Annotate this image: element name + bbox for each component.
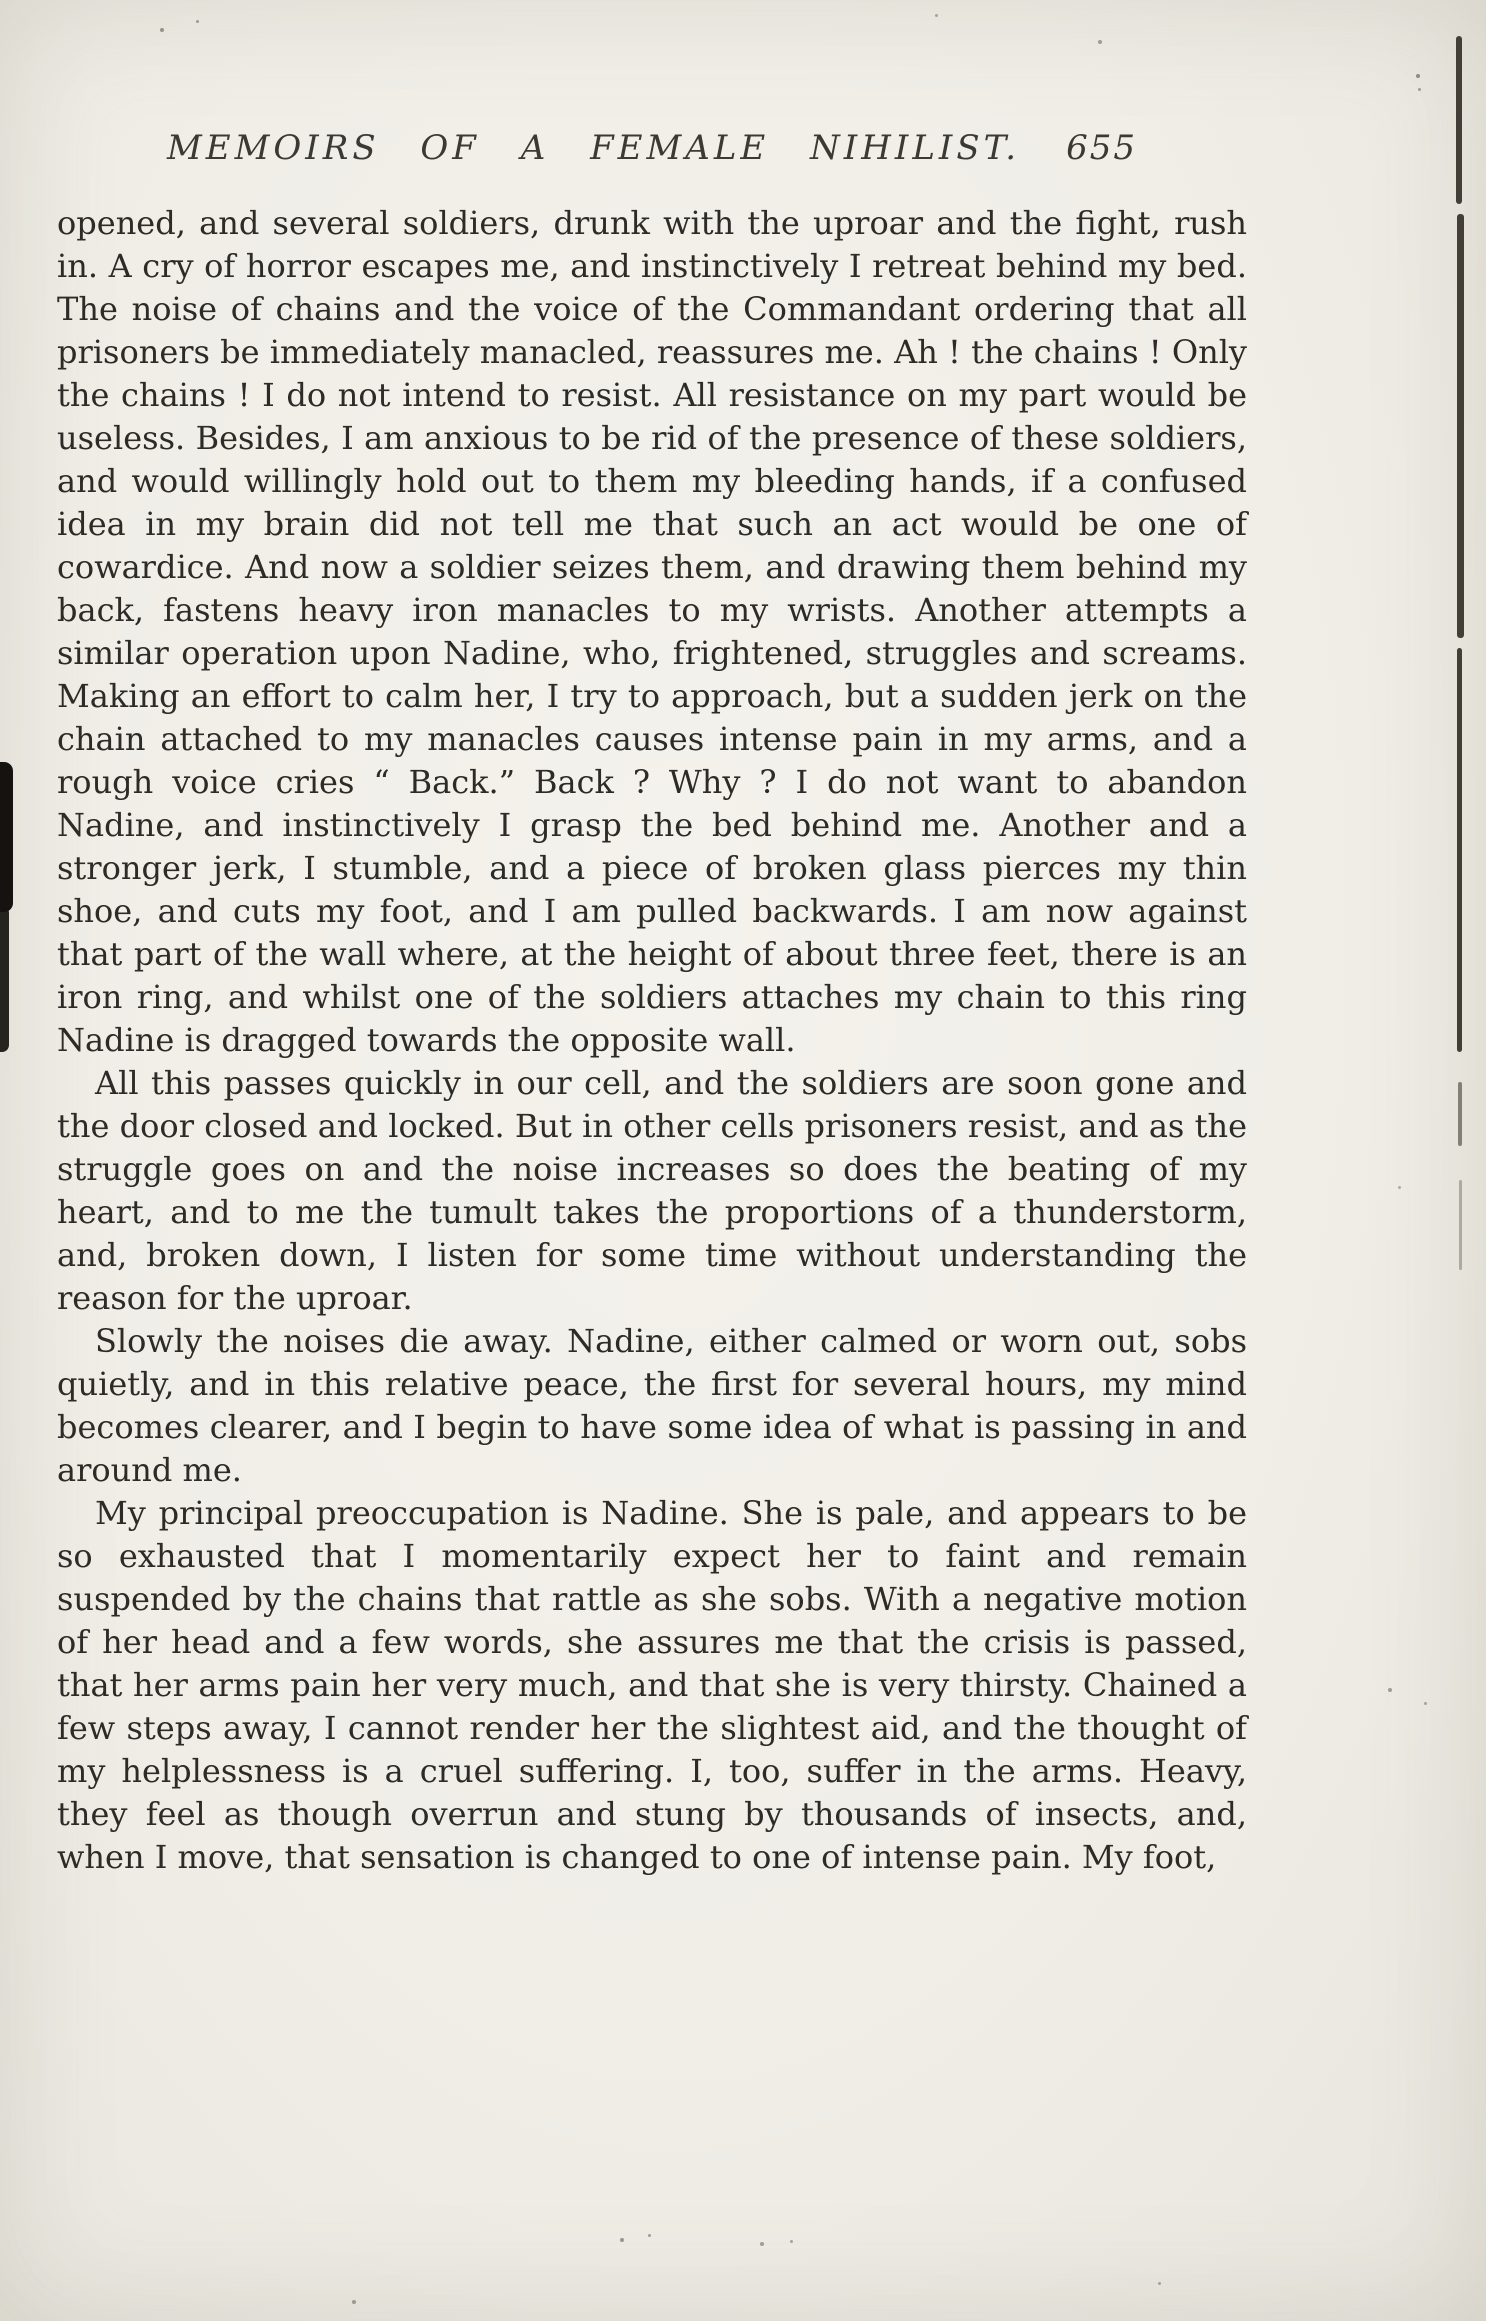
page-edge-shadow (1459, 1180, 1462, 1270)
paragraph: opened, and several soldiers, drunk with the uproar and the fight, rush in. A cry of horror escapes me, and instinctively I retreat behind my bed. The noise of chains and the voice of the Commandant ordering that all prisoners be immediately manacled, reassures me. Ah ! the chains ! Only the chains ! I do not intend to resist. All resistance on my part would be useless. Besides, I am anxious to be rid of the presence of these soldiers, and would willingly hold out to them my bleeding hands, if a confused idea in my brain did not tell me that such an act would be one of cowardice. And now a soldier seizes them, and drawing them behind my back, fastens heavy iron manacles to my wrists. Another attempts a similar operation upon Nadine, who, frightened, struggles and screams. Making an effort to calm her, I try to approach, but a sudden jerk on the chain attached to my manacles causes intense pain in my arms, and a rough voice cries “ Back.” Back ? Why ? I do not want to abandon Nadine, and instinctively I grasp the bed behind me. Another and a stronger jerk, I stumble, and a piece of broken glass pierces my thin shoe, and cuts my foot, and I am pulled backwards. I am now against that part of the wall where, at the height of about three feet, there is an iron ring, and whilst one of the soldiers attaches my chain to this ring Nadine is dragged towards the opposite wall. (57, 204, 1247, 1059)
scan-speck (1098, 40, 1102, 44)
paragraph: My principal preoccupation is Nadine. She is pale, and appears to be so exhausted that I momentarily expect her to faint and remain suspended by the chains that rattle as she sobs. With a negative motion of her head and a few words, she assures me that the crisis is passed, that her arms pain her very much, and that she is very thirsty. Chained a few steps away, I cannot render her the slightest aid, and the thought of my helplessness is a cruel suffering. I, too, suffer in the arms. Heavy, they feel as though overrun and stung by thousands of insects, and, when I move, that sensation is changed to one of intense pain. My foot, (57, 1494, 1247, 1876)
scan-speck (1398, 1186, 1401, 1189)
page-edge-shadow (1458, 1082, 1462, 1146)
running-head (57, 128, 1247, 168)
scan-speck (1418, 88, 1421, 91)
scan-speck (790, 2240, 793, 2243)
ink-smudge (0, 762, 13, 912)
ink-smudge (0, 906, 9, 1052)
scan-speck (196, 20, 199, 23)
scan-speck (935, 14, 938, 17)
paragraph: Slowly the noises die away. Nadine, either calmed or worn out, sobs quietly, and in this relative peace, the first for several hours, my mind becomes clearer, and I begin to have some idea of what is passing in and around me. (57, 1322, 1247, 1489)
paragraph: All this passes quickly in our cell, and the soldiers are soon gone and the door closed and locked. But in other cells prisoners resist, and as the struggle goes on and the noise increases so does the beating of my heart, and to me the tumult takes the proportions of a thunderstorm, and, broken down, I listen for some time without understanding the reason for the uproar. (57, 1064, 1247, 1317)
scan-speck (1424, 1702, 1427, 1705)
scan-speck (1416, 74, 1420, 78)
scan-speck (1388, 1688, 1392, 1692)
page-number: 655 (1066, 128, 1138, 168)
scan-speck (1158, 2282, 1161, 2285)
scan-speck (352, 2300, 356, 2304)
scan-speck (648, 2234, 651, 2237)
scan-speck (160, 28, 164, 32)
scan-speck (760, 2242, 764, 2246)
page-edge-shadow (1456, 36, 1462, 204)
page-edge-shadow (1457, 214, 1464, 638)
page-body (57, 202, 1247, 1879)
page-edge-shadow (1457, 648, 1462, 1052)
page-title: MEMOIRS OF A FEMALE NIHILIST. (166, 128, 1021, 168)
scan-speck (620, 2238, 624, 2242)
